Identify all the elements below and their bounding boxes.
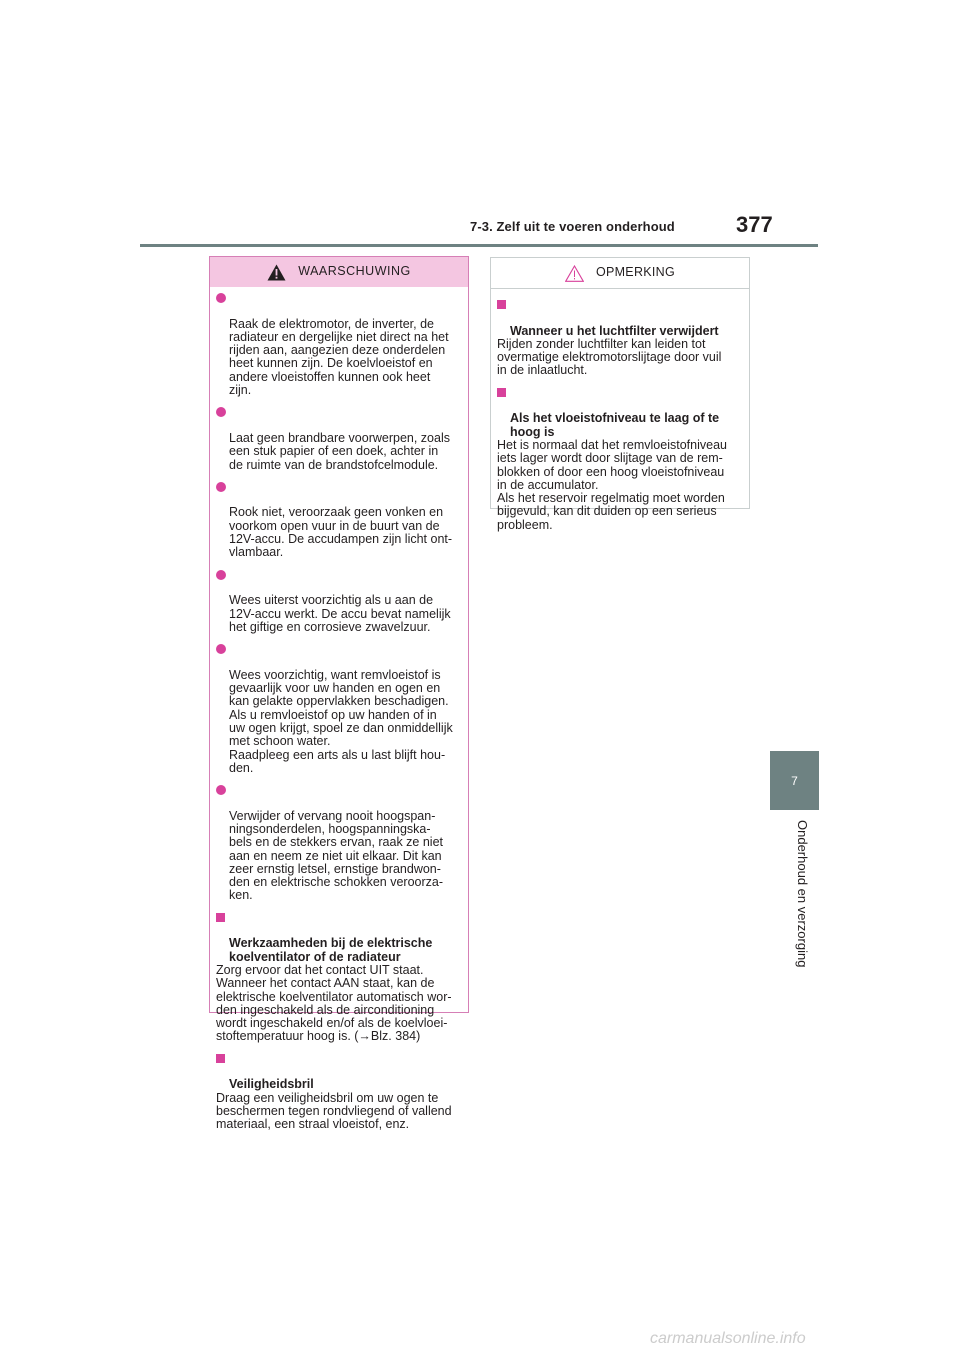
square-bullet-icon [497,300,506,309]
bullet-text: Verwijder of vervang nooit hoogspan- ningsonderdelen, hoogspanningska- bels en de stekkers ervan, raak ze niet aan en neem ze niet uit elkaar. Dit kan zeer ernstig letsel, ernstige brandwon- den en elektrische schokken veroorza- ken. [229,808,444,903]
bullet-text: Laat geen brandbare voorwerpen, zoals een stuk papier of een doek, achter in de ruimte van de brandstofcelmodule. [229,430,450,472]
warning-bullet [216,783,464,903]
square-bullet-icon [216,1054,225,1063]
warning-triangle-icon [267,264,286,281]
chapter-tab [770,751,819,810]
section-heading [497,386,745,439]
warning-bullet [216,568,464,634]
warning-title: WAARSCHUWING [298,264,411,279]
chapter-title: Onderhoud en verzorging [795,820,810,968]
bullet-text: Wees voorzichtig, want remvloeistof is gevaarlijk voor uw handen en ogen en kan gelakte oppervlakken beschadigen. Als u remvloeistof op uw handen of in uw ogen krijgt, spoel ze dan onmiddellijk met schoon water. Raadpleeg een arts als u last blijft hou- den. [229,667,453,775]
square-bullet-icon [497,388,506,397]
page-number: 377 [736,212,773,237]
section-heading [216,1052,464,1092]
warning-bullet [216,642,464,775]
section-text: Het is normaal dat het remvloeistofniveau iets lager wordt door slijtage van de rem- blokken of door een hoog vloeistofniveau in de accumulator. Als het reservoir regelmatig moet worden bijgevuld, kan dit duiden op een serieus probleem. [497,437,727,532]
section-header: 7-3. Zelf uit te voeren onderhoud [470,219,675,234]
caution-outline-icon [565,265,584,282]
heading-text: Werkzaamheden bij de elektrische koelventilator of de radiateur [229,936,433,964]
section-text: Zorg ervoor dat het contact UIT staat. Wanneer het contact AAN staat, kan de elektrische koelventilator automatisch wor- den ingeschakeld als de airconditioning wordt ingeschakeld en/of als de koelvloei- stoftemperatuur hoog is. (→Blz. 384) [216,962,452,1044]
warning-header [210,257,468,287]
warning-bullet [216,405,464,471]
warning-bullet [216,291,464,397]
warning-box [209,256,469,1132]
header-rule [140,244,818,247]
note-box [490,257,750,532]
bullet-dot-icon [216,644,226,654]
bullet-dot-icon [216,785,226,795]
section-text: Draag een veiligheidsbril om uw ogen te beschermen tegen rondvliegend of vallend materiaal, een straal vloeistof, enz. [216,1090,452,1132]
bullet-text: Raak de elektromotor, de inverter, de radiateur en dergelijke niet direct na het rijden aan, aangezien deze onderdelen heet kunnen zijn. De koelvloeistof en andere vloeistoffen kunnen ook heet zijn. [229,316,449,398]
chapter-number: 7 [791,773,798,788]
bullet-dot-icon [216,407,226,417]
bullet-text: Wees uiterst voorzichtig als u aan de 12V-accu werkt. De accu bevat namelijk het giftige en corrosieve zwavelzuur. [229,593,451,634]
bullet-dot-icon [216,293,226,303]
heading-text: Veiligheidsbril [229,1077,314,1092]
warning-body [210,287,468,1132]
square-bullet-icon [216,913,225,922]
section-heading [497,298,745,338]
note-title: OPMERKING [595,265,676,280]
bullet-dot-icon [216,570,226,580]
section-text: Rijden zonder luchtfilter kan leiden tot overmatige elektromotorslijtage door vuil in de inlaatlucht. [497,336,722,378]
note-header [491,258,749,289]
bullet-text: Rook niet, veroorzaak geen vonken en voorkom open vuur in de buurt van de 12V-accu. De accudampen zijn licht ont- vlambaar. [229,505,453,560]
heading-text: Wanneer u het luchtfilter verwijdert [510,323,719,338]
section-heading [216,911,464,964]
footer-watermark: carmanualsonline.info [650,1330,806,1347]
heading-text: Als het vloeistofniveau te laag of te hoog is [510,411,720,439]
warning-bullet [216,480,464,560]
note-body [491,289,749,532]
bullet-dot-icon [216,482,226,492]
